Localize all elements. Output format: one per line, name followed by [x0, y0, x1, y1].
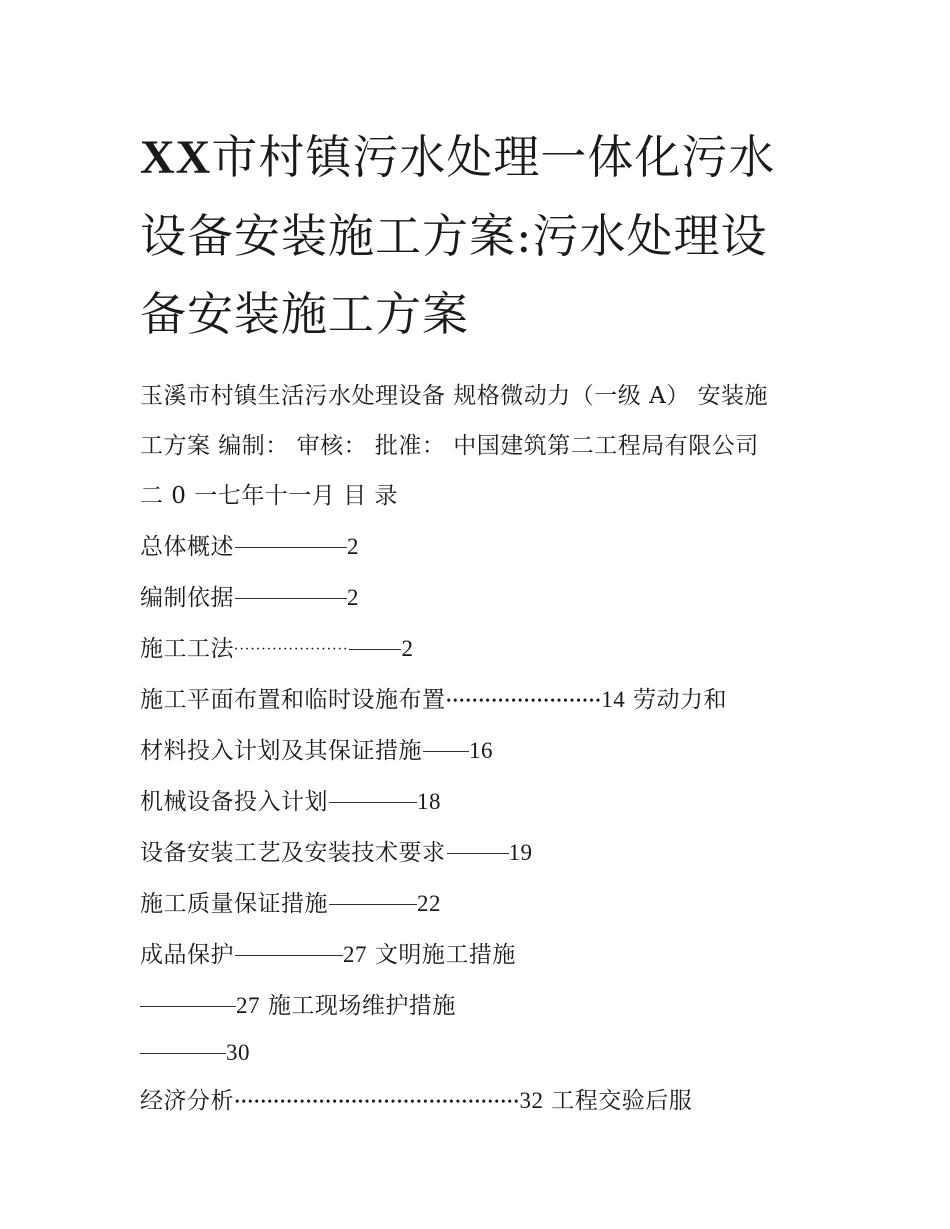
- toc-leader-line: [140, 1053, 226, 1054]
- toc-leader-line: [140, 1006, 236, 1007]
- toc-leader-line: [329, 904, 417, 905]
- toc-leader-line: [235, 955, 343, 956]
- toc-entry-continuation: 劳动力和: [633, 687, 728, 713]
- table-of-contents: [140, 521, 830, 1126]
- toc-entry-page: 22: [417, 891, 441, 916]
- toc-entry-label: 机械设备投入计划: [140, 789, 328, 815]
- toc-leader-line: [423, 751, 469, 752]
- toc-leader-line: [235, 598, 347, 599]
- toc-entry-page: 30: [226, 1040, 250, 1065]
- meta-line-2: 工方案 编制： 审核： 批准： 中国建筑第二工程局有限公司: [140, 433, 759, 459]
- document-meta: [140, 371, 830, 521]
- title-prefix: XX: [140, 131, 212, 184]
- toc-entry: [140, 929, 830, 980]
- toc-entry-page: 16: [469, 738, 493, 763]
- toc-entry-page: 27: [236, 993, 260, 1018]
- toc-entry: [140, 674, 830, 725]
- toc-bullet-leader: ••••••••••••••••••••••••: [445, 694, 602, 708]
- meta-line-3: 二 0 一七年十一月 目 录: [140, 483, 398, 509]
- toc-entry: [140, 725, 830, 776]
- toc-entry-label: 经济分析: [140, 1088, 234, 1114]
- toc-entry-label: 材料投入计划及其保证措施: [140, 738, 422, 764]
- toc-leader-line: [447, 853, 509, 854]
- toc-leader-line: [329, 802, 417, 803]
- title-line-3: 备安装施工方案: [140, 287, 469, 341]
- toc-entry: [140, 572, 830, 623]
- toc-entry-page: 2: [347, 534, 359, 559]
- toc-entry-label: 编制依据: [140, 585, 234, 611]
- toc-dot-leader: ·····················: [234, 641, 349, 658]
- toc-entry-continuation: 工程交验后服: [551, 1088, 693, 1114]
- toc-leader-line: [349, 649, 401, 650]
- toc-entry-label: 总体概述: [140, 534, 234, 560]
- toc-entry-label: 成品保护: [140, 942, 234, 968]
- toc-entry-page: 27: [343, 942, 367, 967]
- toc-entry: [140, 1031, 830, 1075]
- toc-entry: [140, 623, 830, 674]
- document-title: [140, 118, 830, 353]
- toc-entry-label: 施工平面布置和临时设施布置: [140, 687, 446, 713]
- title-line-2: 设备安装施工方案:污水处理设: [140, 209, 768, 263]
- toc-entry-page: 19: [508, 840, 533, 865]
- toc-entry-page: 14: [601, 687, 626, 712]
- toc-entry-label: 施工质量保证措施: [140, 891, 328, 917]
- toc-entry-label: 施工工法: [140, 636, 234, 662]
- document-page: [140, 118, 830, 1126]
- toc-entry: [140, 1075, 830, 1126]
- toc-entry-label: 设备安装工艺及安装技术要求: [140, 840, 446, 866]
- toc-entry: [140, 980, 830, 1031]
- toc-entry: [140, 776, 830, 827]
- toc-entry-page: 2: [401, 636, 414, 661]
- toc-entry-page: 2: [347, 585, 359, 610]
- toc-entry: [140, 878, 830, 929]
- meta-line-1: 玉溪市村镇生活污水处理设备 规格微动力（一级 A） 安装施: [140, 383, 769, 409]
- title-line-1: 市村镇污水处理一体化污水: [211, 130, 776, 184]
- toc-entry-page: 18: [417, 789, 441, 814]
- toc-leader-line: [235, 547, 347, 548]
- toc-bullet-leader: ••••••••••••••••••••••••••••••••••••••••••••: [234, 1095, 520, 1109]
- toc-entry-continuation: 施工现场维护措施: [267, 993, 456, 1019]
- toc-entry-continuation: 文明施工措施: [374, 942, 516, 968]
- toc-entry: [140, 827, 830, 878]
- toc-entry-page: 32: [519, 1088, 544, 1113]
- toc-entry: [140, 521, 830, 572]
